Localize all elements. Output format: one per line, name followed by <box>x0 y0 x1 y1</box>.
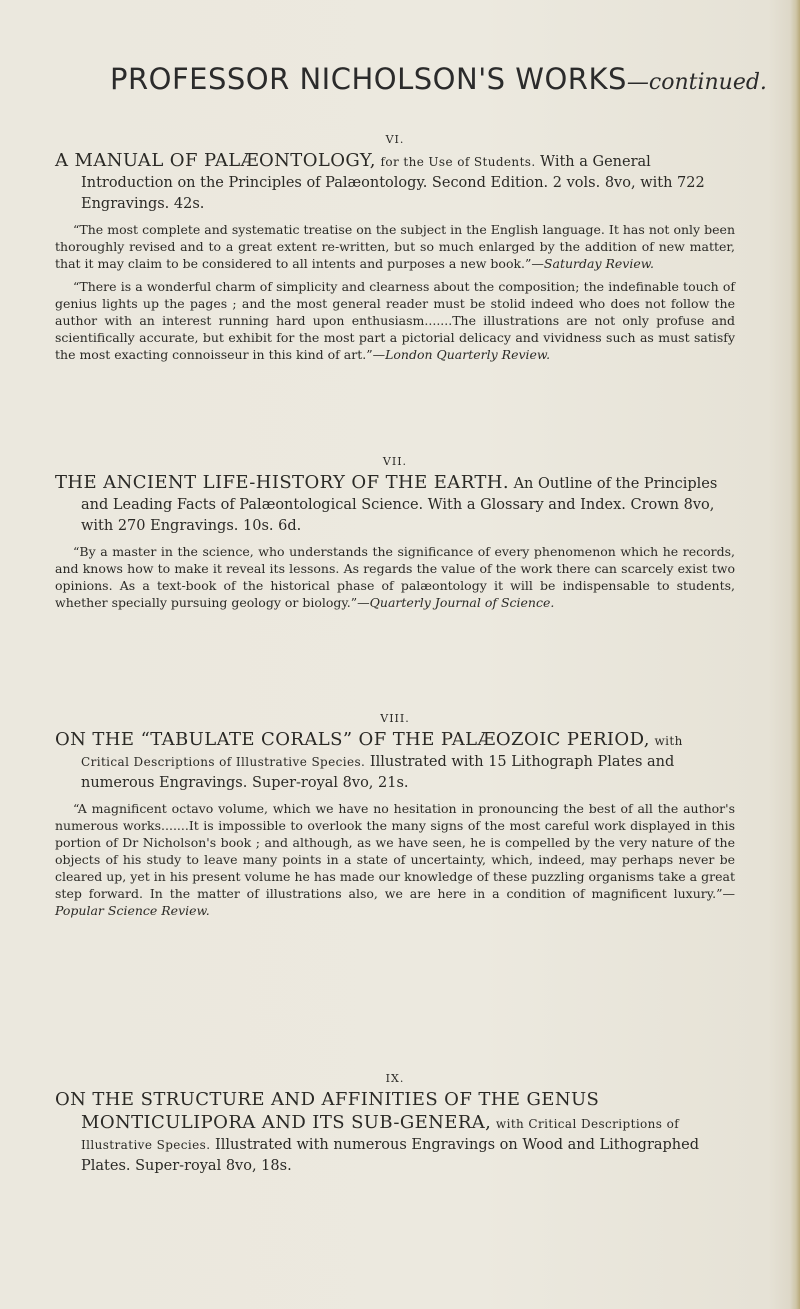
entry-title <box>55 729 735 794</box>
entry-vii <box>55 455 735 611</box>
quote-source: London Quarterly Review. <box>385 347 551 362</box>
entry-title-main: A MANUAL OF PALÆONTOLOGY, <box>55 150 376 171</box>
quote-text: “The most complete and systematic treatise on the subject in the English language. It has not only been thoroughly revised and to a great extent re-written, but so much enlarged by the addition of new matter, that it may claim to be considered to all intents and purposes a new book.”— <box>55 222 735 271</box>
entry-vi <box>55 133 735 363</box>
entry-title-sub: with Critical Descriptions of Illustrative Species. <box>81 734 683 769</box>
entry-title-main: THE ANCIENT LIFE-HISTORY OF THE EARTH. <box>55 472 509 493</box>
quote-text: “By a master in the science, who understands the significance of every phenomenon which he records, and knows how to make it reveal its lessons. As regards the value of the work there can scarcely exist two opinions. As a text-book of the historical phase of palæontology it will be indispensable to students, whether specially pursuing geology or biology.”— <box>55 544 735 610</box>
review-quote <box>55 278 735 363</box>
entry-numeral: VII. <box>382 455 408 468</box>
entry-title <box>55 150 735 215</box>
entry-numeral: VIII. <box>380 712 410 725</box>
entry-details: With a General Introduction on the Principles of Palæontology. Second Edition. 2 vols. 8vo, with 722 Engravings. 42s. <box>81 154 705 212</box>
quote-text: “A magnificent octavo volume, which we have no hesitation in pronouncing the best of all the author's numerous works.......It is impossible to overlook the many signs of the most careful work displayed in this portion of Dr Nicholson's book ; and although, as we have seen, he is compelled by the very nature of the objects of his study to leave many points in a state of uncertainty, which, indeed, may perhaps never be cleared up, yet in his present volume he has made our knowledge of these puzzling organisms take a great step forward. In the matter of illustrations also, we are here in a condition of magnificent luxury.”— <box>55 801 735 901</box>
entry-details: An Outline of the Principles and Leading Facts of Palæontological Science. With a Glossary and Index. Crown 8vo, with 270 Engravings. 10s. 6d. <box>81 476 718 534</box>
entry-numeral: IX. <box>385 1072 405 1085</box>
page-edge <box>790 0 800 1309</box>
header-title: PROFESSOR NICHOLSON'S WORKS <box>110 62 627 96</box>
entry-title-main: ON THE STRUCTURE AND AFFINITIES OF THE GENUS MONTICULIPORA AND ITS SUB-GENERA, <box>55 1089 600 1133</box>
quote-source: Saturday Review. <box>543 256 654 271</box>
entry-details: Illustrated with 15 Lithograph Plates and numerous Engravings. Super-royal 8vo, 21s. <box>81 754 675 791</box>
entry-title <box>55 1089 735 1177</box>
review-quote <box>55 543 735 611</box>
entry-numeral: VI. <box>385 133 405 146</box>
header-continued: —continued. <box>626 70 767 95</box>
review-quote <box>55 221 735 272</box>
page-header <box>110 62 767 96</box>
entry-viii <box>55 712 735 919</box>
quote-text: “There is a wonderful charm of simplicity and clearness about the composition; the indefinable touch of genius lights up the pages ; and the most general reader must be stolid indeed who does not follow the author with an interest running hard upon enthusiasm.......The illustrations are not only profuse and scientifically accurate, but exhibit for the most part a pictorial delicacy and vividness such as must satisfy the most exacting connoisseur in this kind of art.”— <box>55 279 735 362</box>
entry-ix <box>55 1072 735 1177</box>
entry-details: Illustrated with numerous Engravings on Wood and Lithographed Plates. Super-royal 8vo, 18s. <box>81 1137 700 1174</box>
quote-source: Popular Science Review. <box>55 903 210 918</box>
quote-source: Quarterly Journal of Science. <box>369 595 555 610</box>
review-quote <box>55 800 735 919</box>
entry-title <box>55 472 735 537</box>
entry-title-sub: for the Use of Students. <box>380 155 536 169</box>
entry-title-main: ON THE “TABULATE CORALS” OF THE PALÆOZOIC PERIOD, <box>55 729 650 750</box>
entry-title-sub: with Critical Descriptions of Illustrative Species. <box>81 1117 680 1152</box>
